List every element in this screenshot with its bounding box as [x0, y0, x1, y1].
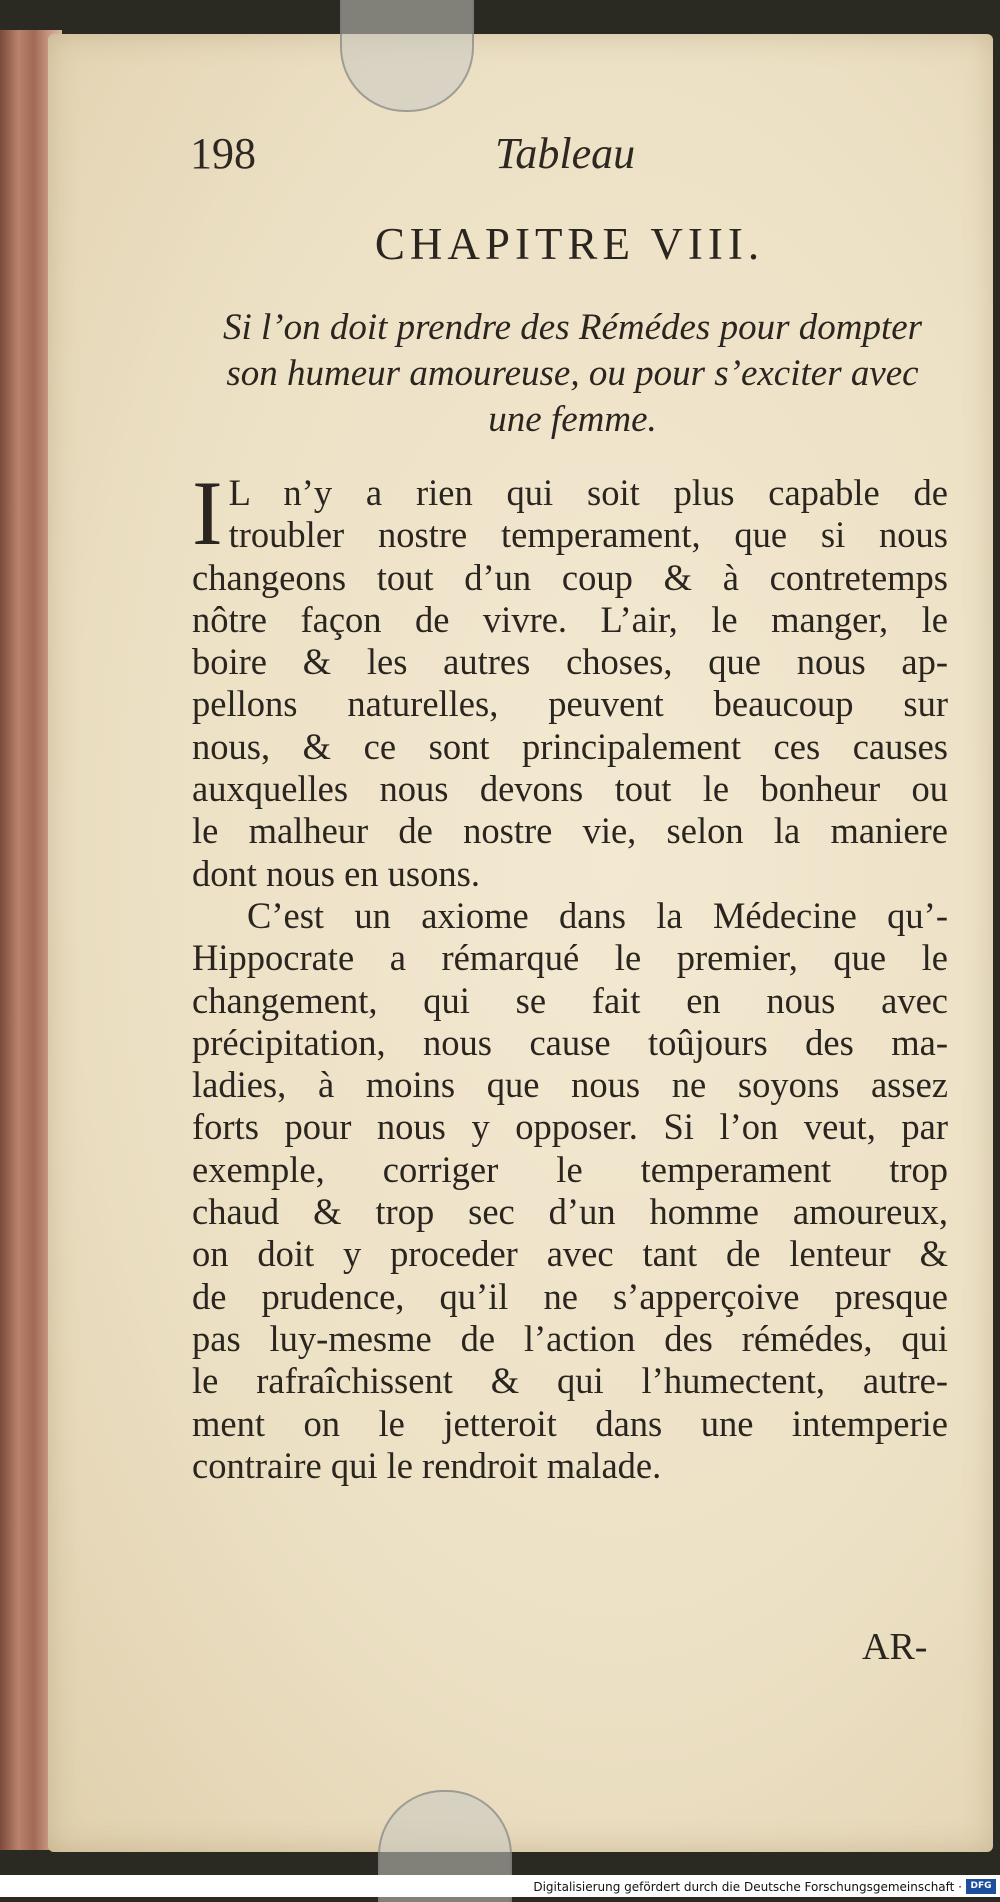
text-line: de prudence, qu’il ne s’apperçoive presque — [192, 1275, 948, 1317]
text-line: nous, & ce sont principalement ces causes — [192, 725, 948, 767]
paragraph-1 — [192, 462, 948, 895]
page-number: 198 — [190, 129, 256, 178]
text-line: changement, qui se fait en nous avec — [192, 979, 948, 1021]
drop-cap: I — [192, 462, 223, 564]
text-line: précipitation, nous cause toûjours des ma- — [192, 1021, 948, 1063]
text-line: Hippocrate a rémarqué le premier, que le — [192, 937, 948, 979]
running-head — [190, 128, 950, 188]
text-line: changeons tout d’un coup & à contretemps — [192, 556, 948, 598]
text-line: contraire qui le rendroit malade. — [192, 1444, 662, 1486]
text-line: L n’y a rien qui soit plus capable de — [228, 472, 948, 513]
digitization-footer — [0, 1875, 1000, 1897]
chapter-heading: CHAPITRE VIII. — [374, 219, 765, 269]
text-line: pellons naturelles, peuvent beaucoup sur — [192, 683, 948, 725]
text-line: le malheur de nostre vie, selon la maniere — [192, 810, 948, 852]
text-line: le rafraîchissent & qui l’humectent, autre- — [192, 1360, 948, 1402]
text-line: dont nous en usons. — [192, 852, 480, 894]
chapter-subtitle: Si l’on doit prendre des Rémédes pour dompter son humeur amoureuse, ou pour s’exciter avec une femme. — [222, 307, 923, 440]
text-line: C’est un axiome dans la Médecine qu’- — [247, 894, 948, 936]
text-line: nôtre façon de vivre. L’air, le manger, le — [192, 598, 948, 640]
footer-credit: Digitalisierung gefördert durch die Deutsche Forschungsgemeinschaft · — [533, 1880, 962, 1894]
text-line: exemple, corriger le temperament trop — [192, 1148, 948, 1190]
text-line: chaud & trop sec d’un homme amoureux, — [192, 1191, 948, 1233]
text-line: pas luy-mesme de l’action des rémédes, qui — [192, 1317, 948, 1359]
text-line: auxquelles nous devons tout le bonheur ou — [192, 768, 948, 810]
text-line: boire & les autres choses, que nous ap- — [192, 641, 948, 683]
text-line: on doit y proceder avec tant de lenteur & — [192, 1233, 948, 1275]
text-line: ment on le jetteroit dans une intemperie — [192, 1402, 948, 1444]
catchword: AR- — [862, 1626, 928, 1668]
text-line: forts pour nous y opposer. Si l’on veut, par — [192, 1106, 948, 1148]
dfg-logo: DFG — [966, 1879, 996, 1894]
text-line: ladies, à moins que nous ne soyons assez — [192, 1064, 948, 1106]
text-line: troubler nostre temperament, que si nous — [228, 514, 948, 556]
running-title: Tableau — [495, 129, 636, 178]
paragraph-2 — [192, 895, 948, 1487]
body-text — [192, 462, 948, 1487]
